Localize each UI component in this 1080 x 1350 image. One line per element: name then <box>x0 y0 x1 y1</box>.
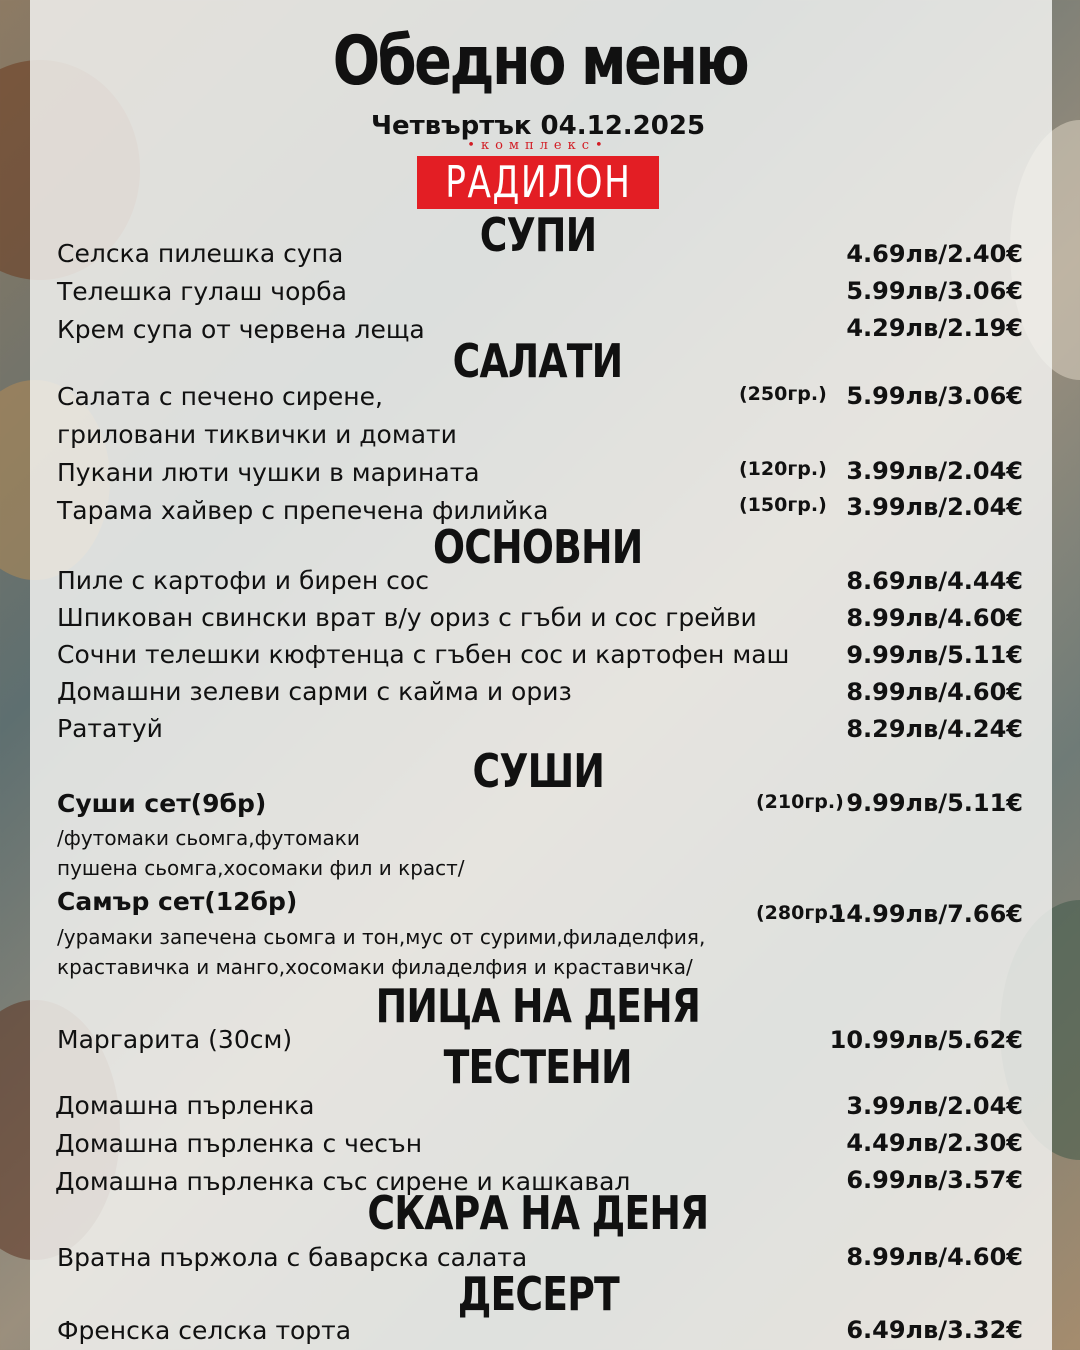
menu-item-name: Пиле с картофи и бирен сос <box>57 566 429 595</box>
menu-item-weight: (250гр.) <box>739 383 827 405</box>
section-title-text: СКАРА НА ДЕНЯ <box>367 1186 709 1240</box>
menu-item-price: 5.99лв/3.06€ <box>846 382 1023 410</box>
menu-item-weight: (210гр.) <box>756 791 844 813</box>
menu-item-name: Тарама хайвер с препечена филийка <box>57 496 549 525</box>
menu-item-price: 3.99лв/2.04€ <box>846 493 1023 521</box>
section-title-text: ДЕСЕРТ <box>457 1267 619 1321</box>
menu-item-name: Суши сет(9бр) <box>57 789 267 818</box>
menu-item-name: Самър сет(12бр) <box>57 887 298 916</box>
section-title-dough <box>0 1040 1076 1094</box>
menu-item-price: 8.69лв/4.44€ <box>846 567 1023 595</box>
menu-item-name: Пукани люти чушки в марината <box>57 458 480 487</box>
menu-item-weight: (280гр.) <box>756 902 844 924</box>
section-title-grill <box>0 1186 1076 1240</box>
menu-item-weight: (150гр.) <box>739 494 827 516</box>
section-title-text: ПИЦА НА ДЕНЯ <box>375 979 701 1033</box>
menu-item-name-continued: гриловани тиквички и домати <box>57 420 457 449</box>
menu-item-description: /футомаки сьомга,футомаки <box>57 826 360 850</box>
menu-item-name: Телешка гулаш чорба <box>57 277 347 306</box>
menu-item-price: 6.49лв/3.32€ <box>846 1316 1023 1344</box>
menu-item-price: 3.99лв/2.04€ <box>846 1092 1023 1120</box>
menu-item-name: Салата с печено сирене, <box>57 382 383 411</box>
menu-item-description: краставичка и манго,хосомаки филаделфия и краставичка/ <box>57 955 693 979</box>
menu-item-name: Домашни зелеви сарми с кайма и ориз <box>57 677 572 706</box>
page-title: Обедно меню <box>332 22 748 101</box>
section-title-text: САЛАТИ <box>453 334 623 388</box>
section-title-text: СУШИ <box>472 744 604 798</box>
menu-item-description: пушена сьомга,хосомаки фил и краст/ <box>57 856 465 880</box>
section-title-text: ОСНОВНИ <box>433 520 643 574</box>
menu-item-price: 9.99лв/5.11€ <box>846 641 1023 669</box>
logo-subtitle: •комплекс• <box>467 138 609 153</box>
menu-item-price: 8.99лв/4.60€ <box>846 604 1023 632</box>
section-title-text: СУПИ <box>479 208 597 262</box>
menu-item-price: 8.99лв/4.60€ <box>846 678 1023 706</box>
menu-item-price: 10.99лв/5.62€ <box>829 1026 1023 1054</box>
menu-item-name: Домашна пърленка с чесън <box>55 1129 423 1158</box>
menu-item-name: Рататуй <box>57 714 163 743</box>
menu-item-name: Шпикован свински врат в/у ориз с гъби и сос грейви <box>57 603 757 632</box>
menu-item-name: Крем супа от червена леща <box>57 315 425 344</box>
menu-item-price: 4.69лв/2.40€ <box>846 240 1023 268</box>
menu-item-name: Селска пилешка супа <box>57 239 344 268</box>
menu-date: Четвъртък 04.12.2025 <box>370 111 706 141</box>
menu-item-price: 14.99лв/7.66€ <box>829 900 1023 928</box>
menu-item-name: Домашна пърленка със сирене и кашкавал <box>55 1167 631 1196</box>
menu-item-description: /урамаки запечена сьомга и тон,мус от сурими,филаделфия, <box>57 925 706 949</box>
logo-name: РАДИЛОН <box>444 157 632 208</box>
menu-item-price: 9.99лв/5.11€ <box>846 789 1023 817</box>
menu-item-price: 4.29лв/2.19€ <box>846 314 1023 342</box>
menu-item-weight: (120гр.) <box>739 458 827 480</box>
menu-item-price: 8.99лв/4.60€ <box>846 1243 1023 1271</box>
section-title-dessert <box>0 1267 1076 1321</box>
section-title-text: ТЕСТЕНИ <box>443 1040 633 1094</box>
menu-item-name: Вратна пържола с баварска салата <box>57 1243 528 1272</box>
brand-logo <box>417 156 659 209</box>
menu-item-name: Френска селска торта <box>57 1316 352 1345</box>
menu-item-name: Домашна пърленка <box>55 1091 315 1120</box>
menu-item-price: 8.29лв/4.24€ <box>846 715 1023 743</box>
menu-item-price: 5.99лв/3.06€ <box>846 277 1023 305</box>
menu-item-name: Маргарита (30см) <box>57 1025 293 1054</box>
menu-item-price: 3.99лв/2.04€ <box>846 457 1023 485</box>
menu-item-price: 6.99лв/3.57€ <box>846 1166 1023 1194</box>
menu-item-price: 4.49лв/2.30€ <box>846 1129 1023 1157</box>
section-title-salads <box>0 334 1076 388</box>
menu-item-name: Сочни телешки кюфтенца с гъбен сос и картофен маш <box>57 640 790 669</box>
